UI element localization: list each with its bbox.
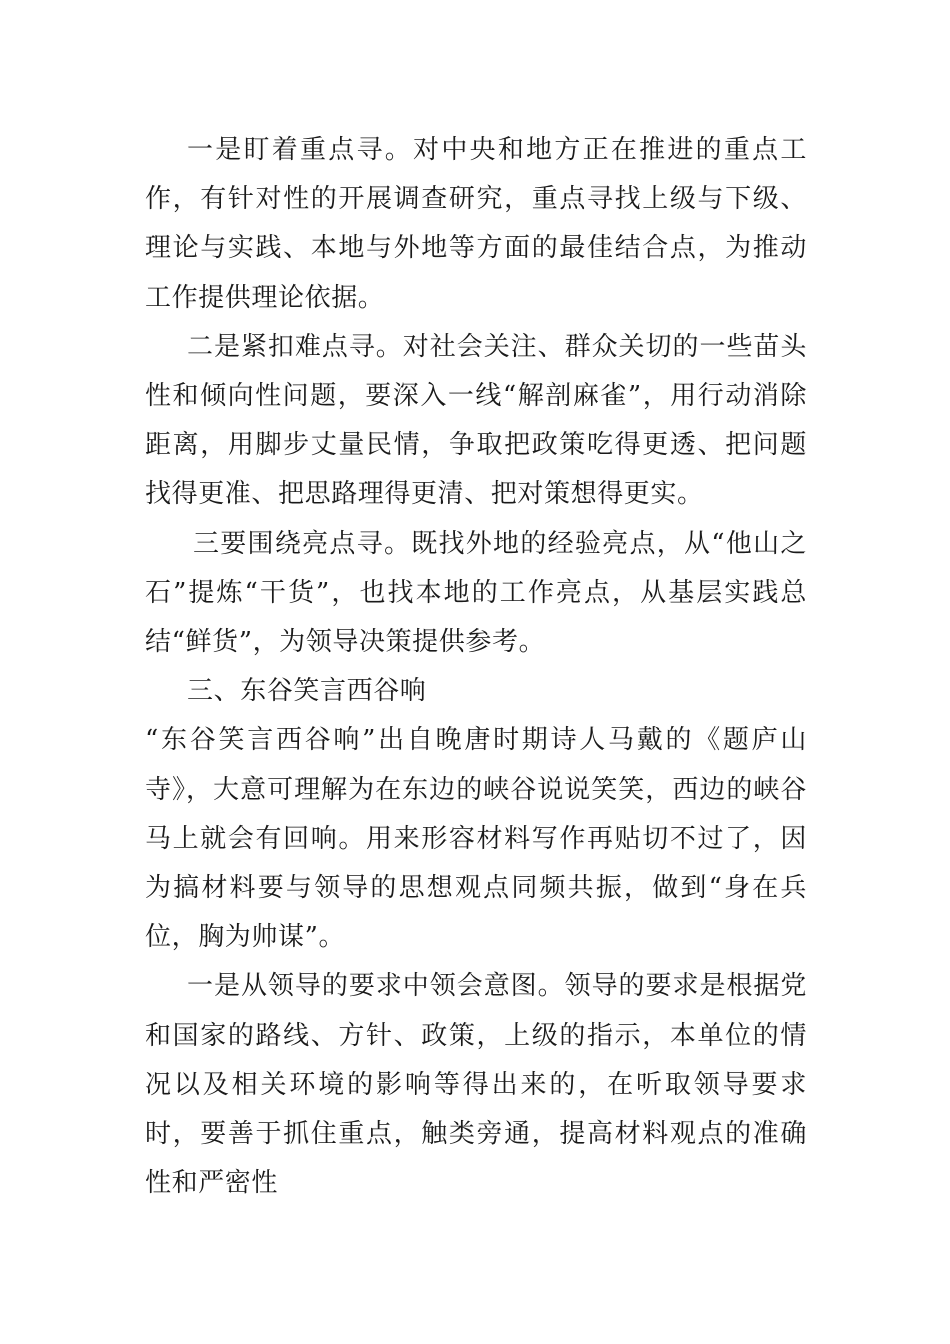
document-body (145, 126, 807, 1208)
paragraph-focus-points: 一是盯着重点寻。对中央和地方正在推进的重点工作，有针对性的开展调查研究，重点寻找上级与下级、理论与实践、本地与外地等方面的最佳结合点，为推动工作提供理论依据。 (145, 135, 807, 313)
paragraph-leader-requirements: 一是从领导的要求中领会意图。领导的要求是根据党和国家的路线、方针、政策，上级的指示，本单位的情况以及相关环境的影响等得出来的，在听取领导要求时，要善于抓住重点，触类旁通，提高材料观点的准确性和严密性 (145, 971, 807, 1199)
paragraph-section-intro: “东谷笑言西谷响”出自晚唐时期诗人马戴的《题庐山寺》，大意可理解为在东边的峡谷说说笑笑，西边的峡谷马上就会有回响。用来形容材料写作再贴切不过了，因为搞材料要与领导的思想观点同频共振，做到“身在兵位，胸为帅谋”。 (145, 725, 807, 953)
paragraph-highlight-points: 三要围绕亮点寻。既找外地的经验亮点，从“他山之石”提炼“干货”，也找本地的工作亮点，从基层实践总结“鲜货”，为领导决策提供参考。 (145, 528, 807, 658)
section-heading: 三、东谷笑言西谷响 (187, 676, 427, 707)
paragraph-difficult-points: 二是紧扣难点寻。对社会关注、群众关切的一些苗头性和倾向性问题，要深入一线“解剖麻雀”，用行动消除距离，用脚步丈量民情，争取把政策吃得更透、把问题找得更准、把思路理得更清、把对策想得更实。 (145, 331, 807, 510)
